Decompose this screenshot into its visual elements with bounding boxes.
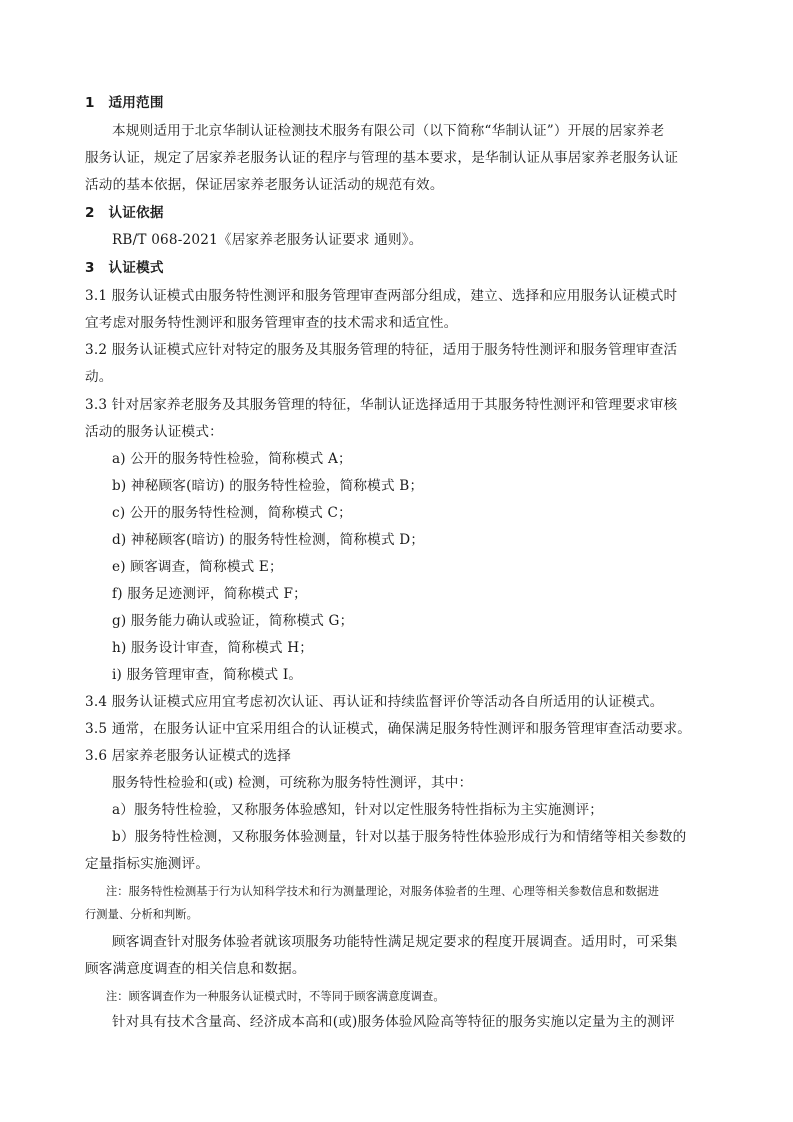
clause-3-6-item-b-line-1: b）服务特性检测，又称服务体验测量，针对以基于服务特性体验形成行为和情绪等相关参数的 (112, 829, 687, 845)
customer-survey-paragraph-line-2: 顾客满意度调查的相关信息和数据。 (85, 961, 306, 977)
mode-item-f: f) 服务足迹测评，简称模式 F； (112, 586, 307, 602)
section-2-paragraph: RB/T 068-2021《居家养老服务认证要求 通则》。 (112, 232, 423, 248)
mode-item-c: c) 公开的服务特性检测，简称模式 C； (112, 505, 352, 521)
mode-item-i: i) 服务管理审查，简称模式 I。 (112, 667, 303, 683)
mode-item-a: a) 公开的服务特性检验，简称模式 A； (112, 451, 352, 467)
section-1-paragraph-line-3: 活动的基本依据，保证居家养老服务认证活动的规范有效。 (85, 177, 444, 193)
clause-3-6-item-a: a）服务特性检验，又称服务体验感知，针对以定性服务特性指标为主实施测评； (112, 802, 604, 818)
note-1-line-2: 行测量、分析和判断。 (85, 908, 198, 921)
section-1-paragraph-line-2: 服务认证，规定了居家养老服务认证的程序与管理的基本要求，是华制认证从事居家养老服务认证 (85, 150, 679, 166)
clause-3-2-line-1: 3.2 服务认证模式应针对特定的服务及其服务管理的特征，适用于服务特性测评和服务管理审查活 (85, 342, 678, 358)
clause-3-3-line-1: 3.3 针对居家养老服务及其服务管理的特征，华制认证选择适用于其服务特性测评和管理要求审核 (85, 397, 678, 413)
section-1-heading: 1 适用范围 (85, 95, 164, 111)
clause-3-1-line-2: 宜考虑对服务特性测评和服务管理审查的技术需求和适宜性。 (85, 315, 458, 331)
clause-3-6-heading: 3.6 居家养老服务认证模式的选择 (85, 748, 292, 764)
clause-3-1-line-1: 3.1 服务认证模式由服务特性测评和服务管理审查两部分组成，建立、选择和应用服务认证模式时 (85, 288, 678, 304)
quantitative-evaluation-paragraph-line-1: 针对具有技术含量高、经济成本高和(或)服务体验风险高等特征的服务实施以定量为主的测评 (112, 1014, 675, 1030)
mode-item-d: d) 神秘顾客(暗访) 的服务特性检测，简称模式 D； (112, 532, 425, 548)
mode-item-e: e) 顾客调查，简称模式 E； (112, 559, 283, 575)
clause-3-6-item-b-line-2: 定量指标实施测评。 (85, 856, 210, 872)
section-3-heading: 3 认证模式 (85, 260, 164, 276)
note-1-line-1: 注：服务特性检测基于行为认知科学技术和行为测量理论，对服务体验者的生理、心理等相关参数信息和数据进 (106, 885, 660, 898)
mode-item-g: g) 服务能力确认或验证，简称模式 G； (112, 613, 354, 629)
clause-3-5: 3.5 通常，在服务认证中宜采用组合的认证模式，确保满足服务特性测评和服务管理审查活动要求。 (85, 721, 692, 737)
clause-3-4: 3.4 服务认证模式应用宜考虑初次认证、再认证和持续监督评价等活动各自所适用的认证模式。 (85, 694, 664, 710)
section-2-heading: 2 认证依据 (85, 205, 164, 221)
clause-3-3-line-2: 活动的服务认证模式： (85, 424, 223, 440)
mode-item-b: b) 神秘顾客(暗访) 的服务特性检验，简称模式 B； (112, 478, 424, 494)
clause-3-2-line-2: 动。 (85, 369, 113, 385)
note-2: 注：顾客调查作为一种服务认证模式时，不等同于顾客满意度调查。 (106, 990, 445, 1003)
clause-3-6-intro: 服务特性检验和(或) 检测，可统称为服务特性测评，其中： (112, 775, 473, 791)
customer-survey-paragraph-line-1: 顾客调查针对服务体验者就该项服务功能特性满足规定要求的程度开展调查。适用时，可采集 (112, 934, 678, 950)
section-1-paragraph-line-1: 本规则适用于北京华制认证检测技术服务有限公司（以下简称“华制认证”）开展的居家养老 (112, 123, 665, 139)
mode-item-h: h) 服务设计审查，简称模式 H； (112, 640, 314, 656)
